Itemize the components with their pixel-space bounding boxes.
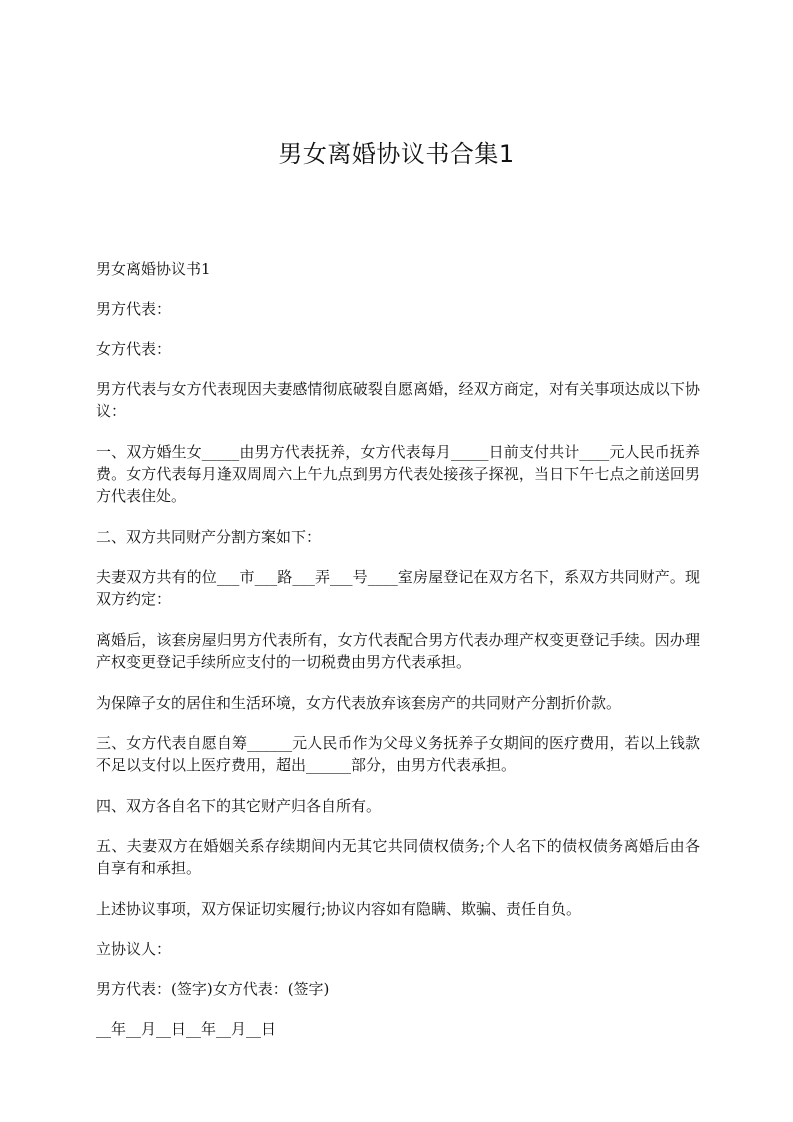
document-body — [96, 258, 700, 1058]
signature-line: 男方代表：(签字)女方代表：(签字) — [96, 980, 330, 998]
date-line: __年__月__日__年__月__日 — [96, 1020, 277, 1038]
property-paragraph: 夫妻双方共有的位___市___路___弄___号____室房屋登记在双方名下，系双方共同财产。现双方约定： — [96, 568, 700, 608]
housing-waiver-paragraph: 为保障子女的居住和生活环境，女方代表放弃该套房产的共同财产分割折价款。 — [96, 694, 622, 712]
section-heading: 男女离婚协议书1 — [96, 260, 211, 278]
clause-5-paragraph: 五、夫妻双方在婚姻关系存续期间内无其它共同债权债务;个人名下的债权债务离婚后由各自享有和承担。 — [96, 837, 700, 877]
preamble-paragraph: 男方代表与女方代表现因夫妻感情彻底破裂自愿离婚，经双方商定，对有关事项达成以下协议： — [96, 380, 700, 420]
male-party-line: 男方代表： — [96, 300, 172, 318]
clause-3-paragraph: 三、女方代表自愿自筹______元人民币作为父母义务抚养子女期间的医疗费用，若以上钱款不足以支付以上医疗费用，超出______部分，由男方代表承担。 — [96, 734, 700, 774]
female-party-line: 女方代表： — [96, 340, 172, 358]
document-title: 男女离婚协议书合集1 — [278, 140, 515, 168]
property-transfer-paragraph: 离婚后，该套房屋归男方代表所有，女方代表配合男方代表办理产权变更登记手续。因办理产权变更登记手续所应支付的一切税费由男方代表承担。 — [96, 631, 700, 671]
clause-4-paragraph: 四、双方各自名下的其它财产归各自所有。 — [96, 797, 382, 815]
signatories-label: 立协议人： — [96, 940, 172, 958]
guarantee-paragraph: 上述协议事项，双方保证切实履行;协议内容如有隐瞒、欺骗、责任自负。 — [96, 900, 582, 918]
clause-2-heading: 二、双方共同财产分割方案如下： — [96, 528, 322, 546]
clause-1-paragraph: 一、双方婚生女_____由男方代表抚养，女方代表每月_____日前支付共计____元人民币抚养费。女方代表每月逢双周周六上午九点到男方代表处接孩子探视，当日下午七点之前送回男方代表住处。 — [96, 443, 700, 505]
